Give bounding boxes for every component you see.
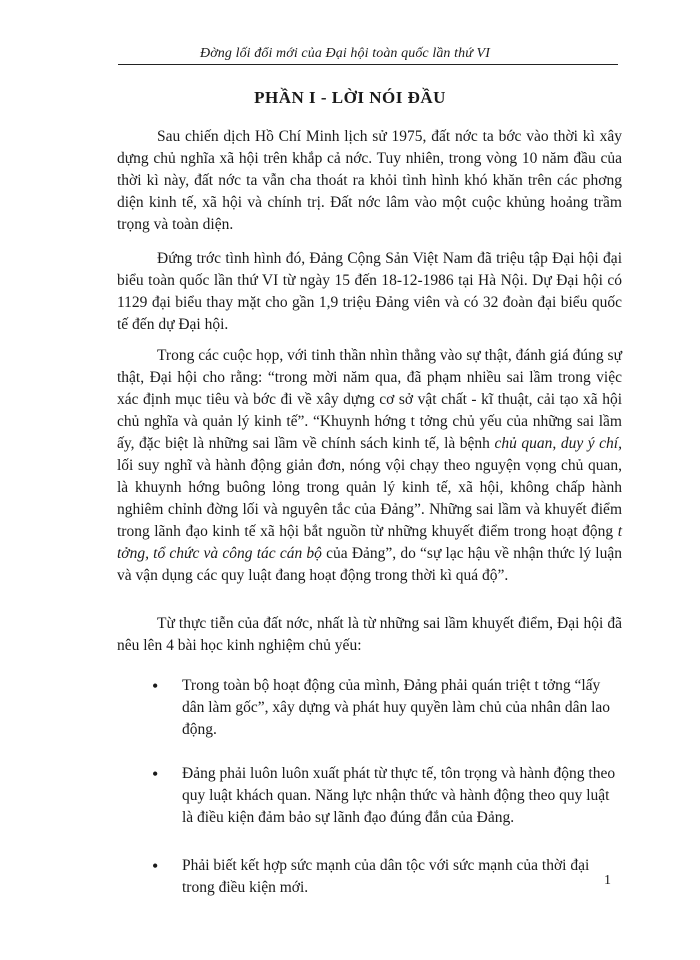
paragraph-lessons-intro <box>117 613 622 657</box>
list-item-text: Trong toàn bộ hoạt động của mình, Đảng phải quán triệt t tởng “lấy dân làm gốc”, xây dựng và phát huy quyền làm chủ của nhân dân lao động. <box>182 677 611 738</box>
paragraph-mistakes-italic2: t tởng, tổ chức và công tác cán bộ <box>117 523 622 562</box>
paragraph-intro-text: Sau chiến dịch Hồ Chí Minh lịch sử 1975, đất nớc ta bớc vào thời kì xây dựng chủ nghĩa xã hội trên khắp cả nớc. Tuy nhiên, trong vòng 10 năm đầu của thời kì này, đất nớc ta vẫn cha thoát ra khỏi tình hình khó khăn trên các phơng diện kinh tế, xã hội và chính trị. Đất nớc lâm vào một cuộc khủng hoảng trầm trọng và toàn diện. <box>117 128 622 233</box>
running-header-title: Đờng lối đổi mới của Đại hội toàn quốc lần thứ VI <box>200 46 490 61</box>
page-number: 1 <box>604 873 611 888</box>
list-item-text: Đảng phải luôn luôn xuất phát từ thực tế, tôn trọng và hành động theo quy luật khách quan. Năng lực nhận thức và hành động theo quy luật là điều kiện đảm bảo sự lãnh đạo đúng đắn của Đảng. <box>182 765 616 826</box>
paragraph-mistakes-part2: lối suy nghĩ và hành động giản đơn, nóng vội chạy theo nguyện vọng chủ quan, là khuynh hớng buông lỏng trong quản lý kinh tế, xã hội, không chấp hành nghiêm chỉnh đờng lối và nguyên tắc của Đảng”. Những sai lầm và khuyết điểm trong lãnh đạo kinh tế xã hội bắt nguồn từ những khuyết điểm trong hoạt động <box>117 457 622 540</box>
bullet-icon: • <box>152 676 159 696</box>
paragraph-congress-text: Đứng trớc tình hình đó, Đảng Cộng Sản Việt Nam đã triệu tập Đại hội đại biểu toàn quốc lần thứ VI từ ngày 15 đến 18-12-1986 tại Hà Nội. Dự Đại hội có 1129 đại biểu thay mặt cho gần 1,9 triệu Đảng viên và có 32 đoàn đại biểu quốc tế đến dự Đại hội. <box>117 250 622 333</box>
list-item <box>150 675 620 741</box>
section-title: PHẦN I - LỜI NÓI ĐẦU <box>254 88 446 107</box>
paragraph-mistakes-italic1: chủ quan, duy ý chí, <box>494 435 622 452</box>
running-header <box>118 44 618 65</box>
paragraph-intro <box>117 126 622 236</box>
paragraph-mistakes-part3: của Đảng”, do “sự lạc hậu về nhận thức lý luận và vận dụng các quy luật đang hoạt động trong thời kì quá độ”. <box>117 545 622 584</box>
paragraph-lessons-intro-text: Từ thực tiễn của đất nớc, nhất là từ những sai lầm khuyết điểm, Đại hội đã nêu lên 4 bài học kinh nghiệm chủ yếu: <box>117 615 622 654</box>
paragraph-mistakes-part1: Trong các cuộc họp, với tinh thần nhìn thẳng vào sự thật, đánh giá đúng sự thật, Đại hội cho rằng: “trong mời năm qua, đã phạm nhiều sai lầm trong việc xác định mục tiêu và bớc đi về xây dựng cơ sở vật chất - kĩ thuật, cải tạo xã hội chủ nghĩa và quản lý kinh tế”. “Khuynh hớng t tởng chủ yếu của những sai lầm ấy, đặc biệt là những sai lầm về chính sách kinh tế, là bệnh <box>117 347 622 452</box>
bullet-icon: • <box>152 764 159 784</box>
paragraph-congress <box>117 248 622 336</box>
list-item <box>150 763 620 829</box>
list-item-text: Phải biết kết hợp sức mạnh của dân tộc với sức mạnh của thời đại trong điều kiện mới. <box>182 857 590 896</box>
bullet-icon: • <box>152 856 159 876</box>
list-item <box>150 855 620 899</box>
lessons-list <box>150 675 620 921</box>
paragraph-mistakes <box>117 345 622 587</box>
